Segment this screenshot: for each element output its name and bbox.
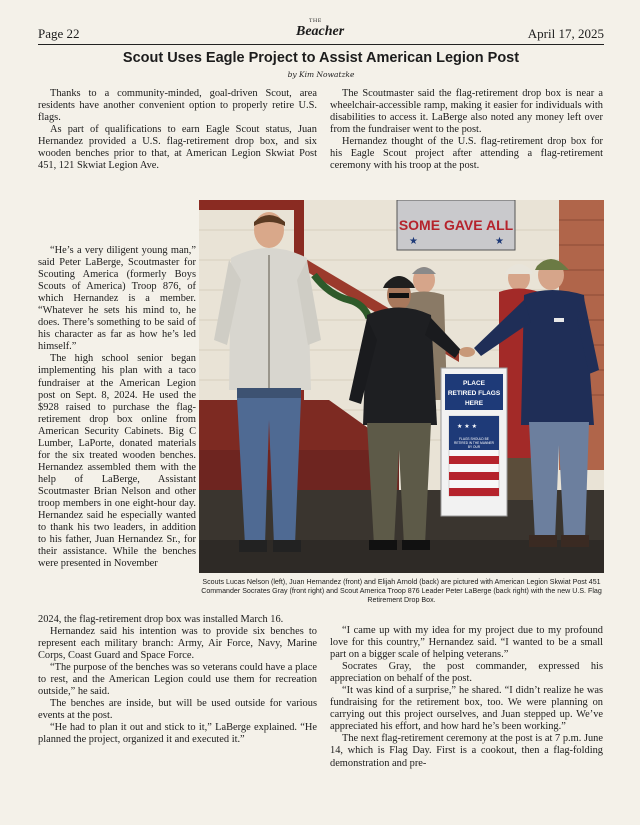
issue-date: April 17, 2025 bbox=[527, 26, 604, 41]
paragraph: “I came up with my idea for my project due to my profound love for this country,” Hernandez said. “I wanted to be a small part on a bigger scale of helping veterans.” bbox=[330, 625, 603, 661]
column-1-top bbox=[38, 88, 317, 172]
svg-text:HERE: HERE bbox=[464, 400, 484, 407]
svg-text:FLAGS SHOULD BE: FLAGS SHOULD BE bbox=[459, 437, 489, 441]
svg-text:RETIRED IN THE MANNER: RETIRED IN THE MANNER bbox=[454, 441, 494, 445]
photo-illustration bbox=[199, 200, 604, 573]
svg-text:★: ★ bbox=[495, 236, 504, 247]
paragraph: “It was kind of a surprise,” he shared. “I didn’t realize he was fundraising for the retirement box, too. We were planning on carrying out this project ourselves, and Juan stepped up. We’ve appreciated his effort, and how hard he’s been working.” bbox=[330, 685, 603, 733]
column-1-narrow bbox=[38, 245, 196, 570]
article-byline: by Kim Nowatzke bbox=[287, 70, 355, 79]
masthead-logo: Beacher bbox=[296, 24, 345, 39]
svg-text:★: ★ bbox=[409, 236, 418, 247]
page-number: Page 22 bbox=[38, 26, 80, 41]
svg-text:PLACE: PLACE bbox=[462, 380, 486, 387]
svg-text:BY OUR: BY OUR bbox=[467, 445, 481, 449]
flag-drop-box bbox=[441, 368, 507, 516]
sign-text: SOME GAVE ALL bbox=[398, 217, 514, 233]
paragraph: “He had to plan it out and stick to it,” LaBerge explained. “He planned the project, organized it and executed it.” bbox=[38, 722, 317, 746]
article-photo bbox=[199, 200, 604, 573]
box-stripe bbox=[449, 472, 499, 480]
paragraph: As part of qualifications to earn Eagle Scout status, Juan Hernandez provided a U.S. flag-retirement drop box, and six wooden benches prior to that, at American Legion Skwiat Post 451, 121 Skwiat Legion Ave. bbox=[38, 124, 317, 172]
page-header bbox=[38, 18, 604, 45]
article-headline: Scout Uses Eagle Project to Assist American Legion Post bbox=[122, 50, 520, 66]
box-stripe bbox=[449, 488, 499, 496]
column-2-top bbox=[330, 88, 603, 172]
paragraph: The benches are inside, but will be used outside for various events at the post. bbox=[38, 698, 317, 722]
paragraph: The next flag-retirement ceremony at the post is at 7 p.m. June 14, which is Flag Day. First is a cookout, then a flag-folding demonstration and pre- bbox=[330, 733, 603, 769]
masthead-logo-top: THE bbox=[309, 18, 322, 24]
paragraph: Thanks to a community-minded, goal-driven Scout, area residents have another convenient option to properly retire U.S. flags. bbox=[38, 88, 317, 124]
paragraph: “He’s a very diligent young man,” said Peter LaBerge, Scoutmaster for Scouting America (formerly Boys Scouts of America) Troop 876, of which Hernandez is a member. “Whatever he sets his mind to, he does. There’s something to be said of his character as far as how he’s led himself.” bbox=[38, 245, 196, 353]
svg-text:RETIRED FLAGS: RETIRED FLAGS bbox=[447, 390, 501, 397]
box-stripe bbox=[449, 456, 499, 464]
paragraph: Socrates Gray, the post commander, expressed his appreciation on behalf of the post. bbox=[330, 661, 603, 685]
column-1-bottom bbox=[38, 614, 317, 747]
paragraph: Hernandez thought of the U.S. flag-retirement drop box for his Eagle Scout project after attending a flag-retirement ceremony with his troop at the post. bbox=[330, 136, 603, 172]
photo-caption: Scouts Lucas Nelson (left), Juan Hernandez (front) and Elijah Arnold (back) are pictured with American Legion Skwiat Post 451 Commander Socrates Gray (front right) and Scout America Troop 876 Leader Peter LaBerge (back right) with the new U.S. Flag Retirement Drop Box. bbox=[201, 578, 602, 604]
paragraph: “The purpose of the benches was so veterans could have a place to rest, and the American Legion could use them for recreation outside,” he said. bbox=[38, 662, 317, 698]
svg-text:★ ★ ★: ★ ★ ★ bbox=[457, 423, 477, 430]
paragraph: 2024, the flag-retirement drop box was installed March 16. bbox=[38, 614, 284, 625]
paragraph: The Scoutmaster said the flag-retirement drop box is near a wheelchair-accessible ramp, making it easier for individuals with disabilities to access it. LaBerge also noted any money left over from the fundraiser went to the post. bbox=[330, 88, 603, 136]
paragraph: Hernandez said his intention was to provide six benches to represent each military branch: Army, Air Force, Navy, Marine Corps, Coast Guard and Space Force. bbox=[38, 626, 317, 662]
column-2-bottom bbox=[330, 625, 603, 770]
paragraph: The high school senior began implementing his plan with a taco fundraiser at the American Legion post on Sept. 8, 2024. He used the $928 raised to purchase the flag-retirement drop box online from American Security Cabinets. Big C Lumber, LaPorte, donated materials for the six treated wooden benches. Hernandez assembled them with the help of LaBerge, Assistant Scoutmaster Brian Nelson and other troop members in one eight-hour day. Hernandez said he especially wanted to thank his two leaders, in addition to his father, Juan Hernandez Sr., for their assistance. While the benches were presented in November bbox=[38, 353, 196, 570]
